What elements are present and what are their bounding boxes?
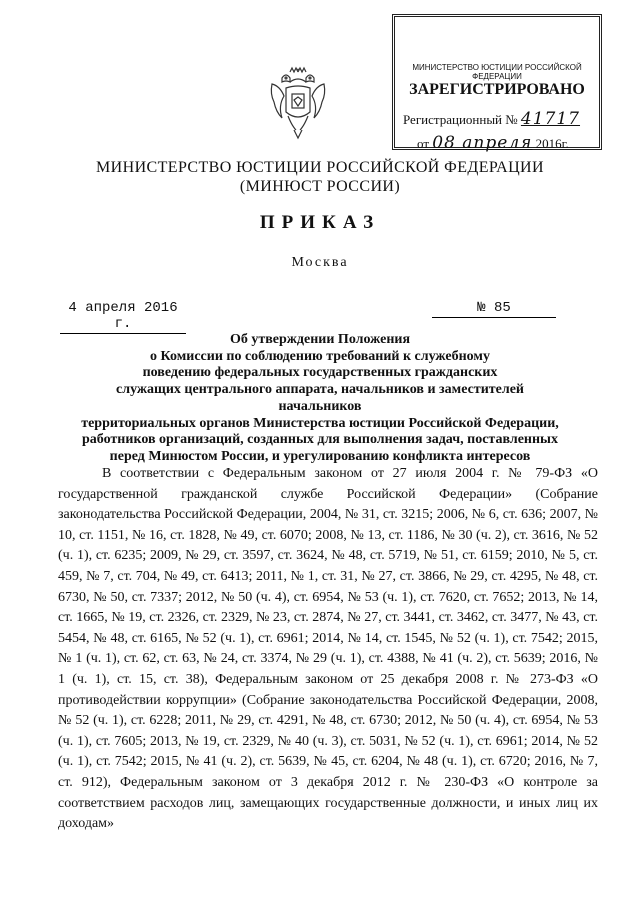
ministry-title-line2: (МИНЮСТ РОССИИ): [239, 178, 401, 195]
stamp-date-line: [417, 133, 569, 153]
stamp-ministry: МИНИСТЕРСТВО ЮСТИЦИИ РОССИЙСКОЙ ФЕДЕРАЦИИ: [412, 63, 582, 81]
stamp-date-label: от: [417, 136, 430, 151]
document-city: Москва: [291, 255, 349, 270]
coat-of-arms-emblem: [268, 66, 328, 140]
stamp-status: ЗАРЕГИСТРИРОВАНО: [409, 81, 585, 98]
registration-stamp: [392, 14, 602, 153]
stamp-reg-label: Регистрационный №: [403, 112, 518, 127]
document-date: 4 апреля 2016 г.: [60, 300, 186, 334]
stamp-reg-number: 41717: [520, 109, 581, 129]
document-type: ПРИКАЗ: [259, 212, 381, 233]
subject-line: о Комиссии по соблюдению требований к служебному: [150, 348, 490, 364]
subject-line: Об утверждении Положения: [229, 332, 411, 347]
body-paragraph: В соответствии с Федеральным законом от 27 июля 2004 г. № 79-ФЗ «О государственной гражданской службе Российской Федерации» (Собрание законодательства Российской Федерации, 2004, № 31, ст. 3215; 2006, № 6, ст. 636; 2007, № 10, ст. 1151, № 16, ст. 1828, № 49, ст. 6070; 2008, № 13, ст. 1186, № 30 (ч. 2), ст. 3616, № 52 (ч. 1), ст. 6235; 2009, № 29, ст. 3597, ст. 3624, № 48, ст. 5719, № 51, ст. 6159; 2010, № 5, ст. 459, № 7, ст. 704, № 49, ст. 6413; 2011, № 1, ст. 31, № 27, ст. 3866, № 29, ст. 4295, № 48, ст. 6730, № 50, ст. 7337; 2012, № 50 (ч. 4), ст. 6954, № 53 (ч. 1), ст. 7620, ст. 7652; 2013, № 14, ст. 1665, № 19, ст. 2326, ст. 2329, № 23, ст. 2874, № 27, ст. 3441, ст. 3462, ст. 3477, № 43, ст. 5454, № 48, ст. 6165, № 52 (ч. 1), ст. 6961; 2014, № 14, ст. 1545, № 52 (ч. 1), ст. 7542; 2015, № 1 (ч. 1), ст. 62, ст. 63, № 24, ст. 3374, № 29 (ч. 1), ст. 4388, № 41 (ч. 2), ст. 5639; 2016, № 1 (ч. 1), ст. 15, ст. 38), Федеральным законом от 25 декабря 2008 г. № 273-ФЗ «О противодействии коррупции» (Собрание законодательства Российской Федерации, 2008, № 52 (ч. 1), ст. 6228; 2011, № 29, ст. 4291, № 48, ст. 6730; 2012, № 50 (ч. 4), ст. 6954, № 53 (ч. 1), ст. 7605; 2013, № 19, ст. 2329, № 40 (ч. 3), ст. 5031, № 52 (ч. 1), ст. 6961; 2014, № 52 (ч. 1), ст. 7542; 2015, № 41 (ч. 2), ст. 5639, № 45, ст. 6204, № 48 (ч. 1), ст. 6720; 2016, № 7, ст. 912), Федеральным законом от 3 декабря 2012 г. № 230-ФЗ «О контроле за соответствием расходов лиц, замещающих государственные должности, и иных лиц их доходам»: [58, 466, 598, 832]
subject-line: работников организаций, созданных для выполнения задач, поставленных: [82, 432, 558, 448]
subject-line: перед Минюстом России, и урегулированию конфликта интересов: [109, 448, 531, 464]
stamp-date-value: 08 апреля: [432, 133, 533, 153]
subject-line: территориальных органов Министерства юстиции Российской Федерации,: [81, 415, 559, 431]
document-number: № 85: [432, 300, 556, 318]
document-subject: [80, 332, 560, 466]
ministry-title-line1: МИНИСТЕРСТВО ЮСТИЦИИ РОССИЙСКОЙ ФЕДЕРАЦИИ: [96, 159, 544, 176]
stamp-year: 2016г.: [535, 136, 569, 151]
stamp-reg-line: [403, 109, 580, 129]
ministry-title: [0, 158, 640, 196]
subject-line: поведению федеральных государственных гражданских: [142, 365, 498, 381]
subject-line: служащих центрального аппарата, начальников и заместителей начальников: [116, 382, 524, 414]
